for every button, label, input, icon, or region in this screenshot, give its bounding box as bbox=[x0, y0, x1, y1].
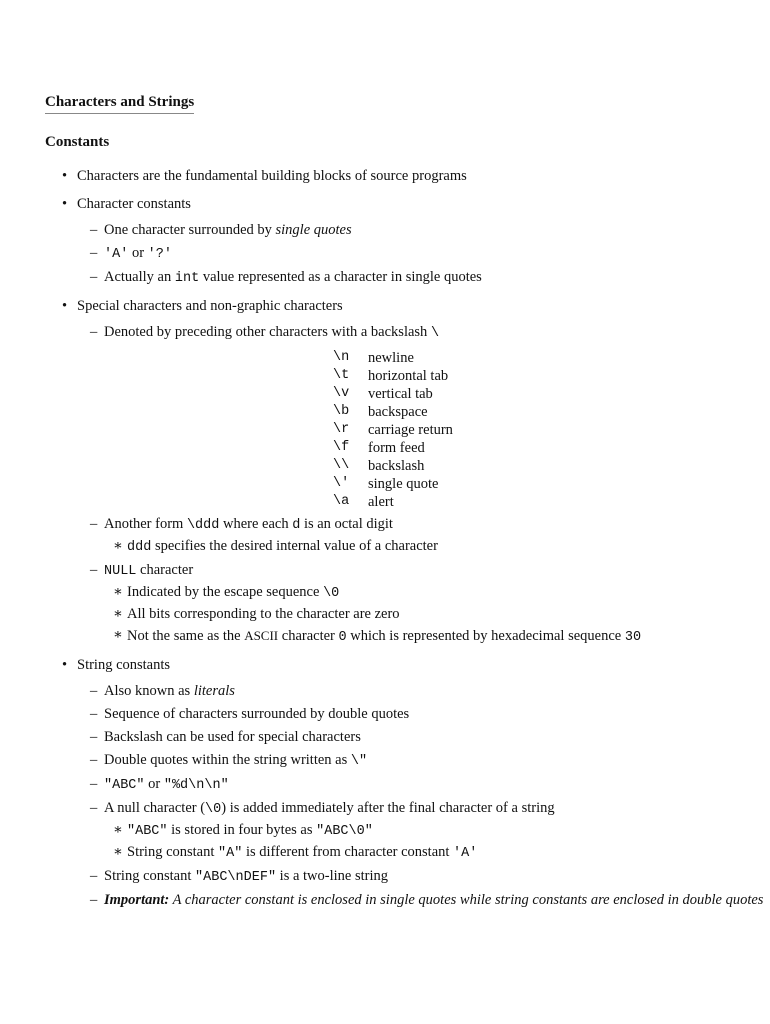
list-item bbox=[0, 656, 770, 910]
escape-row bbox=[333, 403, 453, 421]
escape-row bbox=[333, 421, 453, 439]
escape-description: single quote bbox=[368, 476, 439, 492]
item-text: which is represented by hexadecimal sequence bbox=[346, 628, 625, 644]
code-text: 30 bbox=[624, 630, 642, 645]
list-item bbox=[0, 195, 770, 288]
list-item bbox=[0, 626, 770, 647]
escape-description: horizontal tab bbox=[368, 368, 449, 384]
list-item bbox=[0, 244, 770, 264]
item-text: Denoted by preceding other characters with a backslash bbox=[104, 324, 431, 340]
code-text: int bbox=[174, 271, 200, 286]
code-text: "%d\n\n" bbox=[163, 778, 229, 793]
item-text: Also known as bbox=[104, 683, 194, 699]
item-text: Backslash can be used for special characters bbox=[104, 729, 361, 745]
escape-row bbox=[333, 385, 453, 403]
escape-row bbox=[333, 349, 453, 367]
code-text: "ABC" bbox=[127, 824, 168, 839]
escape-sequence-table bbox=[333, 349, 453, 511]
item-emphasis: literals bbox=[193, 683, 235, 699]
list-item bbox=[0, 537, 770, 557]
code-text: d bbox=[292, 518, 301, 533]
list-item bbox=[0, 751, 770, 771]
subsection-title: Constants bbox=[45, 134, 110, 150]
item-text: Sequence of characters surrounded by double quotes bbox=[104, 706, 410, 722]
sub-sub-list bbox=[104, 537, 770, 557]
main-content bbox=[0, 167, 770, 910]
item-text: String constant bbox=[127, 844, 219, 860]
important-label: Important: bbox=[104, 892, 170, 908]
escape-description: form feed bbox=[368, 440, 425, 456]
item-text: Special characters and non-graphic characters bbox=[77, 298, 343, 314]
escape-description: carriage return bbox=[368, 422, 453, 438]
item-text: Another form bbox=[104, 516, 187, 532]
code-text: "ABC\0" bbox=[316, 824, 373, 839]
escape-sequence: \f bbox=[333, 440, 350, 455]
escape-row bbox=[333, 439, 453, 457]
bullet-list bbox=[0, 167, 770, 910]
item-text: Indicated by the escape sequence bbox=[127, 584, 324, 600]
item-text: A null character ( bbox=[104, 800, 206, 816]
item-text: is a two-line string bbox=[276, 868, 389, 884]
escape-sequence: \a bbox=[333, 494, 350, 509]
item-text: Characters are the fundamental building blocks of source programs bbox=[77, 168, 467, 184]
code-text: \" bbox=[350, 754, 368, 769]
item-text: ) is added immediately after the final character of a string bbox=[221, 800, 555, 816]
item-text: is stored in four bytes as bbox=[167, 822, 317, 838]
item-text: String constants bbox=[77, 657, 171, 673]
list-item bbox=[0, 891, 770, 910]
item-text: or bbox=[128, 245, 148, 261]
item-text: character bbox=[278, 628, 339, 644]
list-item bbox=[0, 605, 770, 624]
item-text: character bbox=[136, 562, 194, 578]
item-text: Not the same as the bbox=[127, 628, 245, 644]
escape-description: alert bbox=[368, 494, 394, 510]
item-text: Character constants bbox=[77, 196, 191, 212]
code-text: "ABC" bbox=[104, 778, 145, 793]
code-text: \ bbox=[430, 326, 440, 341]
escape-row bbox=[333, 493, 453, 511]
escape-description: newline bbox=[368, 350, 414, 366]
escape-sequence: \\ bbox=[333, 458, 350, 473]
escape-row bbox=[333, 457, 453, 475]
list-item bbox=[0, 561, 770, 647]
escape-row bbox=[333, 367, 453, 385]
escape-sequence: \t bbox=[333, 368, 350, 383]
item-text: is different from character constant bbox=[242, 844, 454, 860]
item-text: Double quotes within the string written as bbox=[104, 752, 351, 768]
code-text: ddd bbox=[127, 540, 152, 555]
list-item bbox=[0, 799, 770, 863]
list-item bbox=[0, 323, 770, 511]
list-item bbox=[0, 843, 770, 863]
escape-description: backslash bbox=[368, 458, 425, 474]
list-item bbox=[0, 775, 770, 795]
item-text: specifies the desired internal value of a character bbox=[151, 538, 438, 554]
escape-description: vertical tab bbox=[368, 386, 433, 402]
list-item bbox=[0, 583, 770, 603]
list-item bbox=[0, 705, 770, 724]
item-text: String constant bbox=[104, 868, 196, 884]
sub-sub-list bbox=[104, 583, 770, 647]
item-text: is an octal digit bbox=[300, 516, 393, 532]
code-text: 'A' bbox=[453, 846, 478, 861]
item-text: All bits corresponding to the character are zero bbox=[127, 606, 400, 622]
code-text: "ABC\nDEF" bbox=[195, 870, 277, 885]
code-text: '?' bbox=[147, 247, 172, 262]
item-text: Actually an bbox=[104, 269, 175, 285]
list-item bbox=[0, 682, 770, 701]
acronym-text: ASCII bbox=[244, 628, 279, 643]
code-text: \0 bbox=[205, 802, 222, 817]
code-text: NULL bbox=[104, 564, 137, 579]
item-text: or bbox=[144, 776, 164, 792]
escape-row bbox=[333, 475, 453, 493]
code-text: \ddd bbox=[186, 518, 220, 533]
sub-list bbox=[77, 323, 770, 647]
list-item bbox=[0, 268, 770, 288]
section-title: Characters and Strings bbox=[45, 93, 194, 114]
sub-sub-list bbox=[104, 821, 770, 863]
important-text: A character constant is enclosed in single quotes while string constants are enclosed in double quotes bbox=[169, 892, 764, 908]
item-text: One character surrounded by bbox=[104, 222, 276, 238]
escape-sequence: \b bbox=[333, 404, 350, 419]
item-text: value represented as a character in single quotes bbox=[199, 269, 482, 285]
escape-sequence: \' bbox=[333, 476, 350, 491]
code-text: 'A' bbox=[104, 247, 129, 262]
list-item bbox=[0, 515, 770, 557]
list-item bbox=[0, 221, 770, 240]
escape-sequence: \r bbox=[333, 422, 350, 437]
item-emphasis: single quotes bbox=[275, 222, 352, 238]
escape-description: backspace bbox=[368, 404, 428, 420]
escape-sequence: \v bbox=[333, 386, 350, 401]
item-text: where each bbox=[219, 516, 293, 532]
list-item bbox=[0, 167, 770, 186]
list-item bbox=[0, 297, 770, 647]
list-item bbox=[0, 728, 770, 747]
code-text: "A" bbox=[218, 846, 243, 861]
escape-sequence: \n bbox=[333, 350, 350, 365]
list-item bbox=[0, 821, 770, 841]
sub-list bbox=[77, 221, 770, 288]
sub-list bbox=[77, 682, 770, 910]
code-text: \0 bbox=[323, 586, 340, 601]
list-item bbox=[0, 867, 770, 887]
code-text: 0 bbox=[338, 630, 347, 645]
